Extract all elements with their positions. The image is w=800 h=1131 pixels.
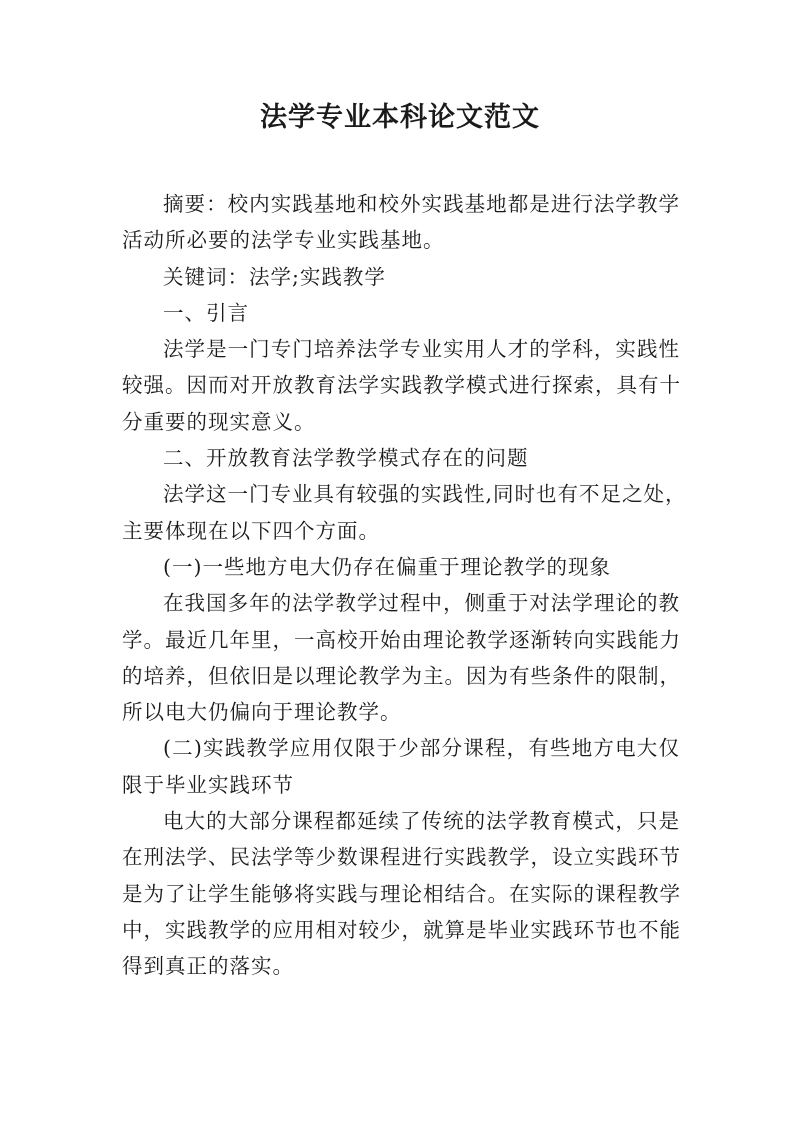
text-line: 主要体现在以下四个方面。 [122,518,380,543]
text-line: 的培养，但依旧是以理论教学为主。因为有些条件的限制， [122,663,681,688]
document-body [122,186,687,985]
section-heading [122,440,680,476]
text-line: 分重要的现实意义。 [122,409,316,434]
text-line: 得到真正的落实。 [122,954,294,979]
body-paragraph [122,331,680,440]
text-line: 学。最近几年里，一高校开始由理论教学逐渐转向实践能力 [122,627,681,652]
text-line: 法学是一门专门培养法学专业实用人才的学科，实践性 [163,337,680,362]
body-paragraph [122,476,687,549]
text-line: 限于毕业实践环节 [122,772,294,797]
abstract-paragraph [122,186,680,259]
text-line: 活动所必要的法学专业实践基地。 [122,228,445,253]
subsection-heading [122,730,680,803]
text-line: 关键词：法学;实践教学 [163,264,386,289]
text-line: 较强。因而对开放教育法学实践教学模式进行探索，具有十 [122,373,681,398]
text-line: 法学这一门专业具有较强的实践性,同时也有不足之处， [163,482,687,507]
body-paragraph [122,585,680,730]
text-line: (二)实践教学应用仅限于少部分课程，有些地方电大仅 [163,736,680,761]
document-title: 法学专业本科论文范文 [260,102,540,133]
text-line: 中，实践教学的应用相对较少，就算是毕业实践环节也不能 [122,917,681,942]
subsection-heading [122,549,680,585]
text-line: (一)一些地方电大仍存在偏重于理论教学的现象 [163,554,611,579]
text-line: 在我国多年的法学教学过程中，侧重于对法学理论的教 [163,591,680,616]
text-line: 所以电大仍偏向于理论教学。 [122,700,402,725]
text-line: 二、开放教育法学教学模式存在的问题 [163,446,529,471]
text-line: 一、引言 [163,300,249,325]
text-line: 摘要：校内实践基地和校外实践基地都是进行法学教学 [163,192,680,216]
section-heading [122,295,680,331]
body-paragraph [122,803,680,984]
text-line: 在刑法学、民法学等少数课程进行实践教学，设立实践环节 [122,845,681,870]
text-line: 电大的大部分课程都延续了传统的法学教育模式，只是 [163,809,680,834]
keywords-paragraph [122,259,680,295]
text-line: 是为了让学生能够将实践与理论相结合。在实际的课程教学 [122,881,681,906]
